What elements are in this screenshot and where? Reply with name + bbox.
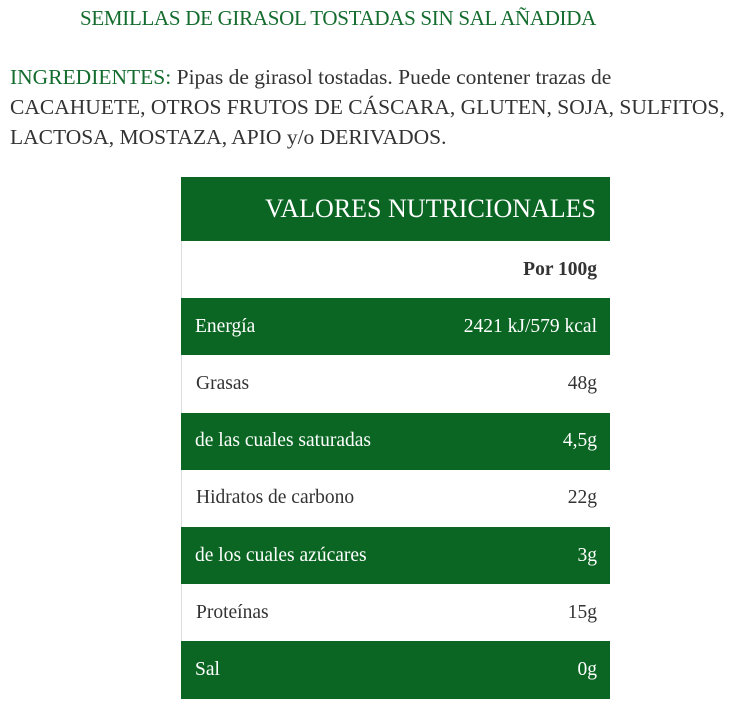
nutrient-value: 4,5g — [562, 430, 597, 452]
product-title: SEMILLAS DE GIRASOL TOSTADAS SIN SAL AÑADIDA — [80, 6, 596, 30]
ingredients — [10, 62, 735, 152]
ingredients-text: Pipas de girasol tostadas. Puede contener trazas de CACAHUETE, OTROS FRUTOS DE CÁSCARA, GLUTEN, SOJA, SULFITOS, LACTOSA, MOSTAZA, APIO y/o DERIVADOS. — [10, 65, 725, 149]
nutrition-table — [181, 177, 610, 699]
per-100g-row — [181, 241, 610, 298]
nutrient-name: de los cuales azúcares — [195, 544, 367, 566]
nutrient-value: 22g — [567, 487, 597, 509]
table-row-energia — [181, 298, 610, 355]
nutrient-value: 15g — [567, 601, 597, 623]
per-100g-label: Por 100g — [523, 258, 597, 280]
nutrient-value: 0g — [577, 658, 597, 680]
nutrient-name: Proteínas — [196, 601, 269, 623]
nutrition-table-header: VALORES NUTRICIONALES — [181, 177, 610, 241]
ingredients-label: INGREDIENTES: — [10, 65, 172, 89]
table-row-grasas — [181, 355, 610, 412]
nutrient-name: Energía — [195, 315, 256, 337]
nutrient-name: Hidratos de carbono — [196, 487, 355, 509]
table-row-sal — [181, 641, 610, 698]
table-row-saturadas — [181, 413, 610, 470]
nutrient-value: 48g — [567, 372, 597, 394]
nutrient-name: Sal — [195, 658, 220, 680]
nutrient-value: 2421 kJ/579 kcal — [463, 315, 597, 337]
table-row-hidratos — [181, 470, 610, 527]
nutrient-value: 3g — [577, 544, 597, 566]
nutrient-name: Grasas — [196, 372, 250, 394]
nutrient-name: de las cuales saturadas — [195, 430, 371, 452]
table-row-azucares — [181, 527, 610, 584]
table-row-proteinas — [181, 584, 610, 641]
